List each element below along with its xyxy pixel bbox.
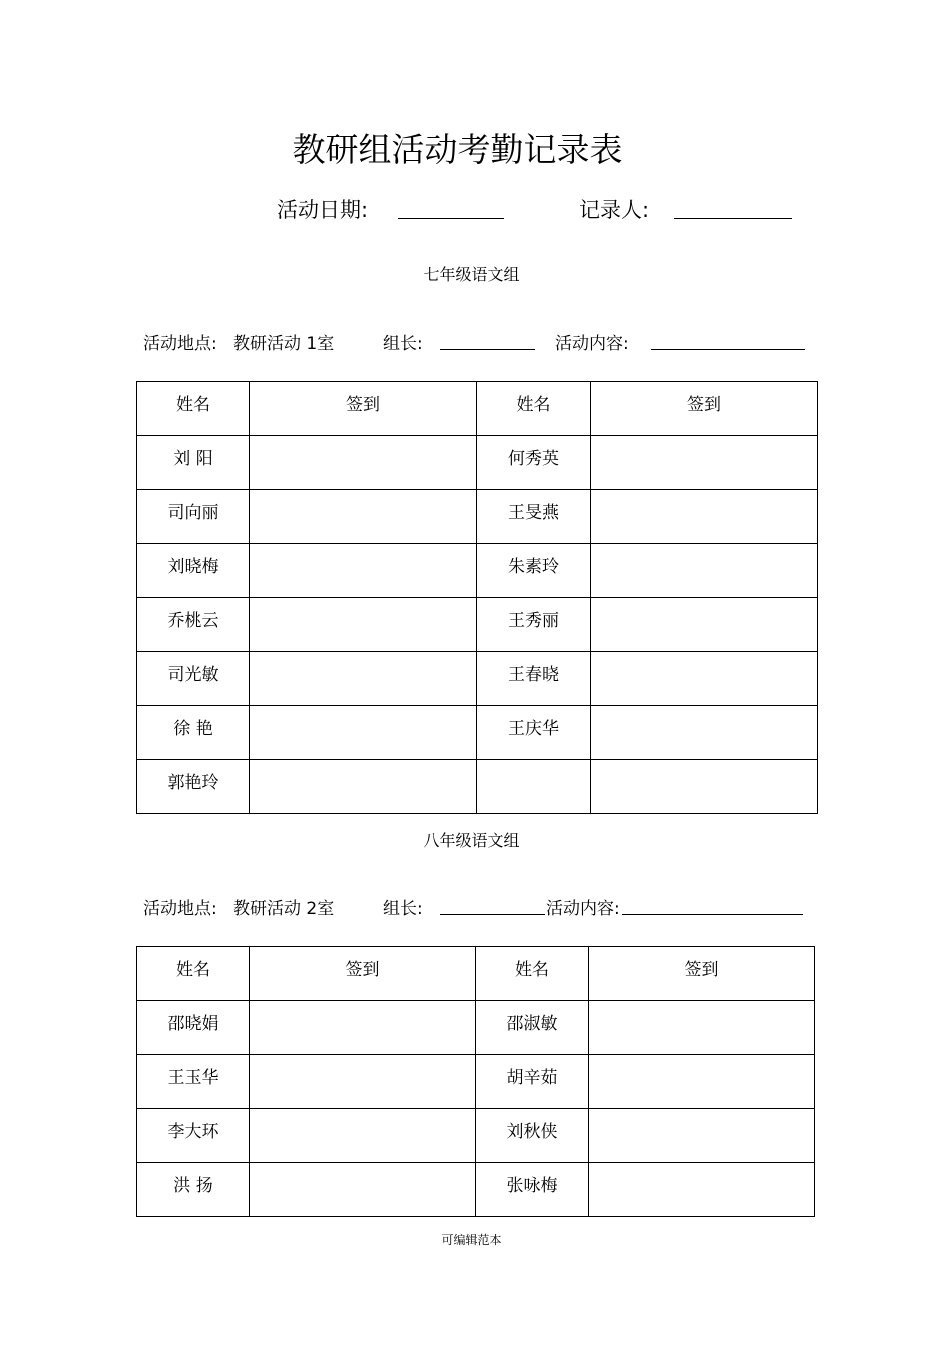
date-field[interactable] [398,218,504,219]
sign-cell[interactable] [250,436,477,490]
sign-cell[interactable] [250,490,477,544]
sign-cell[interactable] [250,1109,476,1163]
header-sign-cell: 签到 [250,382,477,436]
content-label: 活动内容: [555,334,629,354]
content-field[interactable] [651,349,805,350]
table-row [137,544,818,598]
recorder-label: 记录人: [579,198,650,222]
table-row [137,490,818,544]
header-name-cell: 姓名 [477,382,591,436]
name-cell: 刘秋侠 [476,1109,589,1163]
location-label: 活动地点: [143,334,217,354]
content-label: 活动内容: [546,899,620,919]
table-row [137,706,818,760]
sign-cell[interactable] [591,652,818,706]
leader-label: 组长: [383,899,423,919]
name-cell: 司向丽 [137,490,250,544]
header-name-cell: 姓名 [137,382,250,436]
leader-label: 组长: [383,334,423,354]
location-value: 教研活动 1室 [233,334,335,354]
sign-cell[interactable] [589,1055,815,1109]
attendance-table-grade8 [136,946,815,1217]
name-cell: 司光敏 [137,652,250,706]
name-cell: 王庆华 [477,706,591,760]
table-header-row [137,382,818,436]
sign-cell[interactable] [250,1163,476,1217]
sign-cell[interactable] [250,706,477,760]
table-row [137,1001,815,1055]
name-cell: 王秀丽 [477,598,591,652]
sign-cell[interactable] [591,544,818,598]
sign-cell[interactable] [591,760,818,814]
name-cell: 李大环 [137,1109,250,1163]
page-title: 教研组活动考勤记录表 [292,130,623,169]
sign-cell[interactable] [591,436,818,490]
header-sign-cell: 签到 [591,382,818,436]
sign-cell[interactable] [591,598,818,652]
name-cell: 刘晓梅 [137,544,250,598]
table-row [137,652,818,706]
name-cell: 洪 扬 [137,1163,250,1217]
table-row [137,760,818,814]
name-cell: 张咏梅 [476,1163,589,1217]
name-cell: 邵淑敏 [476,1001,589,1055]
header-name-cell: 姓名 [476,947,589,1001]
name-cell: 邵晓娟 [137,1001,250,1055]
name-cell: 王旻燕 [477,490,591,544]
sign-cell[interactable] [250,598,477,652]
group-title-grade7: 七年级语文组 [423,265,520,284]
sign-cell[interactable] [591,706,818,760]
sign-cell[interactable] [250,544,477,598]
location-label: 活动地点: [143,899,217,919]
name-cell: 胡辛茹 [476,1055,589,1109]
sign-cell[interactable] [589,1109,815,1163]
attendance-table-grade7 [136,381,818,814]
sign-cell[interactable] [250,1055,476,1109]
sign-cell[interactable] [250,1001,476,1055]
sign-cell[interactable] [250,652,477,706]
sign-cell[interactable] [589,1163,815,1217]
header-name-cell: 姓名 [137,947,250,1001]
name-cell: 郭艳玲 [137,760,250,814]
footer-note: 可编辑范本 [441,1233,502,1247]
group-title-grade8: 八年级语文组 [423,831,520,850]
date-label: 活动日期: [277,198,369,222]
table-row [137,1055,815,1109]
table-header-row [137,947,815,1001]
table-row [137,436,818,490]
name-cell: 徐 艳 [137,706,250,760]
name-cell: 何秀英 [477,436,591,490]
leader-field[interactable] [440,914,545,915]
content-field[interactable] [622,914,803,915]
sign-cell[interactable] [589,1001,815,1055]
table-row [137,598,818,652]
name-cell [477,760,591,814]
sign-cell[interactable] [591,490,818,544]
header-sign-cell: 签到 [250,947,476,1001]
recorder-field[interactable] [674,218,792,219]
name-cell: 乔桃云 [137,598,250,652]
name-cell: 王玉华 [137,1055,250,1109]
name-cell: 王春晓 [477,652,591,706]
table-row [137,1109,815,1163]
header-sign-cell: 签到 [589,947,815,1001]
sign-cell[interactable] [250,760,477,814]
name-cell: 朱素玲 [477,544,591,598]
table-row [137,1163,815,1217]
location-value: 教研活动 2室 [233,899,335,919]
leader-field[interactable] [440,349,535,350]
name-cell: 刘 阳 [137,436,250,490]
